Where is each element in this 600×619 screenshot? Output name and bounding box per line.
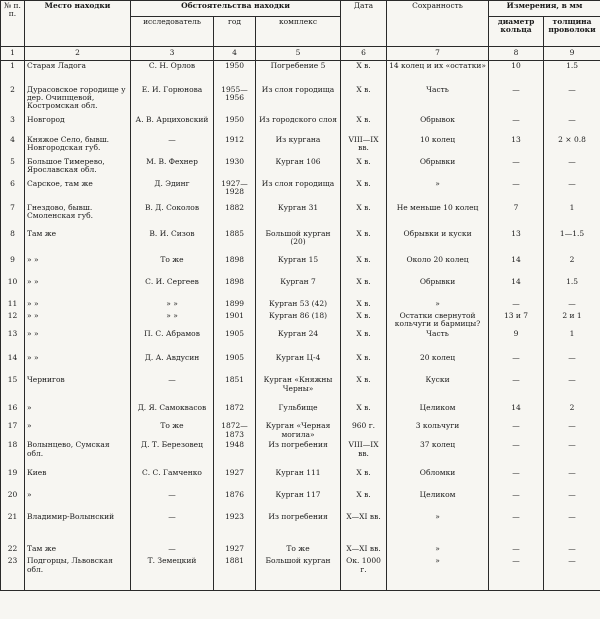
table-row	[1, 353, 600, 375]
header-complex: комплекс	[256, 17, 341, 47]
row-place: » »	[25, 329, 131, 353]
row-researcher: —	[131, 375, 214, 403]
row-number: 7	[1, 203, 25, 229]
row-number: 6	[1, 179, 25, 203]
table-row	[1, 403, 600, 421]
row-number: 23	[1, 556, 25, 590]
header-circumstances: Обстоятельства находки	[131, 1, 341, 17]
row-researcher: То же	[131, 255, 214, 277]
column-number: 2	[25, 47, 131, 61]
row-place: Княжое Село, бывш. Новгородская губ.	[25, 135, 131, 157]
column-number: 8	[489, 47, 544, 61]
row-year: 1930	[214, 157, 256, 179]
row-researcher: Т. Земецкий	[131, 556, 214, 590]
header-date: Дата	[341, 1, 387, 47]
row-date: X в.	[341, 255, 387, 277]
row-place: » »	[25, 277, 131, 299]
row-complex: Погребение 5	[256, 61, 341, 85]
table-row	[1, 375, 600, 403]
row-place: Волынцево, Сумская обл.	[25, 440, 131, 468]
row-preservation: Обломки	[387, 468, 489, 490]
header-year: год	[214, 17, 256, 47]
row-ring-diameter: 14	[489, 403, 544, 421]
row-researcher: С. С. Гамченко	[131, 468, 214, 490]
row-complex: Из кургана	[256, 135, 341, 157]
row-number: 16	[1, 403, 25, 421]
row-researcher: А. В. Арциховский	[131, 115, 214, 135]
table-row	[1, 490, 600, 512]
row-date: VIII—IX вв.	[341, 440, 387, 468]
row-ring-diameter: —	[489, 353, 544, 375]
row-researcher: С. И. Сергеев	[131, 277, 214, 299]
row-wire-thickness: 1.5	[544, 61, 600, 85]
row-wire-thickness: —	[544, 85, 600, 115]
header-preservation: Сохранность	[387, 1, 489, 47]
table-row	[1, 135, 600, 157]
row-wire-thickness: —	[544, 421, 600, 440]
header-num: № п. п.	[1, 1, 25, 47]
row-wire-thickness: —	[544, 115, 600, 135]
row-preservation: »	[387, 556, 489, 590]
row-ring-diameter: —	[489, 440, 544, 468]
row-year: 1923	[214, 512, 256, 544]
row-year: 1901	[214, 311, 256, 330]
row-date: X в.	[341, 179, 387, 203]
row-preservation: Обрывки и куски	[387, 229, 489, 255]
row-wire-thickness: —	[544, 556, 600, 590]
row-preservation: Целиком	[387, 403, 489, 421]
table-row	[1, 203, 600, 229]
row-researcher: В. Д. Соколов	[131, 203, 214, 229]
row-complex: Курган Ц-4	[256, 353, 341, 375]
row-wire-thickness: —	[544, 299, 600, 311]
row-preservation: 37 колец	[387, 440, 489, 468]
column-number: 3	[131, 47, 214, 61]
column-numbers-row	[1, 47, 600, 61]
table-row	[1, 179, 600, 203]
row-researcher: С. Н. Орлов	[131, 61, 214, 85]
row-ring-diameter: —	[489, 375, 544, 403]
row-complex: Из городского слоя	[256, 115, 341, 135]
row-date: Ок. 1000 г.	[341, 556, 387, 590]
row-year: 1876	[214, 490, 256, 512]
row-number: 12	[1, 311, 25, 330]
row-date: X в.	[341, 311, 387, 330]
row-researcher: —	[131, 512, 214, 544]
row-preservation: Обрывки	[387, 277, 489, 299]
table-row	[1, 329, 600, 353]
row-preservation: Обрывки	[387, 157, 489, 179]
row-preservation: »	[387, 179, 489, 203]
row-complex: Курган «Черная могила»	[256, 421, 341, 440]
row-year: 1882	[214, 203, 256, 229]
row-ring-diameter: —	[489, 490, 544, 512]
row-complex: Курган 111	[256, 468, 341, 490]
row-complex: Из слоя городища	[256, 85, 341, 115]
row-year: 1912	[214, 135, 256, 157]
row-complex: Курган 24	[256, 329, 341, 353]
row-preservation: Обрывок	[387, 115, 489, 135]
row-researcher: В. И. Сизов	[131, 229, 214, 255]
row-number: 11	[1, 299, 25, 311]
row-researcher: Д. А. Авдусин	[131, 353, 214, 375]
row-date: X в.	[341, 490, 387, 512]
table-row	[1, 556, 600, 590]
row-place: Новгород	[25, 115, 131, 135]
row-date: X в.	[341, 277, 387, 299]
row-researcher: —	[131, 135, 214, 157]
row-date: X в.	[341, 157, 387, 179]
row-wire-thickness: —	[544, 375, 600, 403]
row-date: X в.	[341, 468, 387, 490]
column-number: 5	[256, 47, 341, 61]
row-year: 1872—1873	[214, 421, 256, 440]
table-row	[1, 544, 600, 556]
row-wire-thickness: —	[544, 179, 600, 203]
row-preservation: Не меньше 10 колец	[387, 203, 489, 229]
row-date: X в.	[341, 115, 387, 135]
row-wire-thickness: 1	[544, 203, 600, 229]
row-place: »	[25, 421, 131, 440]
row-number: 14	[1, 353, 25, 375]
row-number: 15	[1, 375, 25, 403]
header-measurements: Измерения, в мм	[489, 1, 600, 17]
row-place: » »	[25, 353, 131, 375]
row-researcher: Д. Т. Березовец	[131, 440, 214, 468]
column-number: 1	[1, 47, 25, 61]
row-year: 1898	[214, 277, 256, 299]
row-preservation: Целиком	[387, 490, 489, 512]
row-place: Чернигов	[25, 375, 131, 403]
row-date: 960 г.	[341, 421, 387, 440]
row-preservation: Куски	[387, 375, 489, 403]
row-complex: Большой курган	[256, 556, 341, 590]
row-year: 1905	[214, 353, 256, 375]
header-place: Место находки	[25, 1, 131, 47]
table-row	[1, 468, 600, 490]
row-place: Подгорцы, Львовская обл.	[25, 556, 131, 590]
row-date: X в.	[341, 375, 387, 403]
row-wire-thickness: 1.5	[544, 277, 600, 299]
row-place: Киев	[25, 468, 131, 490]
row-researcher: То же	[131, 421, 214, 440]
row-ring-diameter: 13	[489, 229, 544, 255]
row-number: 22	[1, 544, 25, 556]
table-row	[1, 229, 600, 255]
row-preservation: 3 кольчуги	[387, 421, 489, 440]
row-ring-diameter: —	[489, 157, 544, 179]
row-date: X в.	[341, 203, 387, 229]
row-date: X в.	[341, 353, 387, 375]
row-place: Большое Тимерево, Ярославская обл.	[25, 157, 131, 179]
table-row	[1, 512, 600, 544]
table-row	[1, 115, 600, 135]
row-year: 1927	[214, 544, 256, 556]
row-number: 3	[1, 115, 25, 135]
row-place: » »	[25, 299, 131, 311]
row-preservation: »	[387, 544, 489, 556]
row-place: » »	[25, 311, 131, 330]
row-number: 1	[1, 61, 25, 85]
row-date: X в.	[341, 329, 387, 353]
row-researcher: Д. Я. Самоквасов	[131, 403, 214, 421]
row-researcher: М. В. Фехнер	[131, 157, 214, 179]
row-complex: То же	[256, 544, 341, 556]
row-date: X в.	[341, 61, 387, 85]
row-place: Владимир-Волынский	[25, 512, 131, 544]
row-researcher: » »	[131, 311, 214, 330]
row-year: 1950	[214, 61, 256, 85]
row-researcher: —	[131, 544, 214, 556]
row-researcher: П. С. Абрамов	[131, 329, 214, 353]
row-place: »	[25, 403, 131, 421]
row-ring-diameter: 13	[489, 135, 544, 157]
table-row	[1, 85, 600, 115]
row-number: 20	[1, 490, 25, 512]
row-ring-diameter: —	[489, 556, 544, 590]
table-row	[1, 299, 600, 311]
row-ring-diameter: 9	[489, 329, 544, 353]
row-researcher: Д. Эдинг	[131, 179, 214, 203]
row-year: 1927	[214, 468, 256, 490]
row-wire-thickness: 2	[544, 255, 600, 277]
row-date: X в.	[341, 85, 387, 115]
row-place: » »	[25, 255, 131, 277]
row-preservation: Часть	[387, 329, 489, 353]
column-number: 6	[341, 47, 387, 61]
row-date: X—XI вв.	[341, 544, 387, 556]
row-number: 4	[1, 135, 25, 157]
row-complex: Из погребения	[256, 512, 341, 544]
row-researcher: —	[131, 490, 214, 512]
row-wire-thickness: —	[544, 353, 600, 375]
row-ring-diameter: —	[489, 468, 544, 490]
table-row	[1, 157, 600, 179]
row-wire-thickness: —	[544, 512, 600, 544]
row-complex: Курган «Княжны Черны»	[256, 375, 341, 403]
row-wire-thickness: 2	[544, 403, 600, 421]
row-preservation: Остатки свернутой кольчуги и бармицы?	[387, 311, 489, 330]
row-ring-diameter: 10	[489, 61, 544, 85]
row-year: 1905	[214, 329, 256, 353]
column-number: 4	[214, 47, 256, 61]
row-year: 1927—1928	[214, 179, 256, 203]
row-year: 1885	[214, 229, 256, 255]
row-date: VIII—IX вв.	[341, 135, 387, 157]
table-row	[1, 311, 600, 330]
row-researcher: » »	[131, 299, 214, 311]
row-date: X в.	[341, 229, 387, 255]
row-complex: Курган 31	[256, 203, 341, 229]
row-ring-diameter: —	[489, 512, 544, 544]
row-preservation: »	[387, 299, 489, 311]
row-place: Дурасовское городище у дер. Очипщевой, Костромская обл.	[25, 85, 131, 115]
row-place: Там же	[25, 544, 131, 556]
row-ring-diameter: —	[489, 179, 544, 203]
row-preservation: 14 колец и их «остатки»	[387, 61, 489, 85]
row-complex: Курган 117	[256, 490, 341, 512]
column-number: 9	[544, 47, 600, 61]
row-year: 1948	[214, 440, 256, 468]
row-date: X—XI вв.	[341, 512, 387, 544]
row-year: 1899	[214, 299, 256, 311]
header-ring-diameter: диаметр кольца	[489, 17, 544, 47]
row-complex: Курган 7	[256, 277, 341, 299]
row-year: 1950	[214, 115, 256, 135]
row-number: 8	[1, 229, 25, 255]
row-ring-diameter: 7	[489, 203, 544, 229]
row-wire-thickness: —	[544, 468, 600, 490]
row-ring-diameter: 13 и 7	[489, 311, 544, 330]
row-preservation: 20 колец	[387, 353, 489, 375]
row-researcher: Е. И. Горюнова	[131, 85, 214, 115]
table-row	[1, 255, 600, 277]
row-wire-thickness: —	[544, 157, 600, 179]
row-wire-thickness: 2 и 1	[544, 311, 600, 330]
row-date: X в.	[341, 403, 387, 421]
header-researcher: исследователь	[131, 17, 214, 47]
row-year: 1881	[214, 556, 256, 590]
row-number: 19	[1, 468, 25, 490]
row-number: 17	[1, 421, 25, 440]
row-wire-thickness: —	[544, 440, 600, 468]
row-complex: Курган 106	[256, 157, 341, 179]
row-number: 10	[1, 277, 25, 299]
row-year: 1955—1956	[214, 85, 256, 115]
row-place: Там же	[25, 229, 131, 255]
row-wire-thickness: 1—1.5	[544, 229, 600, 255]
row-complex: Курган 53 (42)	[256, 299, 341, 311]
row-ring-diameter: —	[489, 85, 544, 115]
row-ring-diameter: —	[489, 115, 544, 135]
row-preservation: Около 20 колец	[387, 255, 489, 277]
row-place: Сарское, там же	[25, 179, 131, 203]
row-preservation: Часть	[387, 85, 489, 115]
row-complex: Из погребения	[256, 440, 341, 468]
table-row	[1, 421, 600, 440]
row-number: 2	[1, 85, 25, 115]
row-number: 21	[1, 512, 25, 544]
row-complex: Курган 15	[256, 255, 341, 277]
row-wire-thickness: —	[544, 544, 600, 556]
row-year: 1851	[214, 375, 256, 403]
row-place: Гнездово, бывш. Смоленская губ.	[25, 203, 131, 229]
row-ring-diameter: 14	[489, 277, 544, 299]
row-number: 5	[1, 157, 25, 179]
row-wire-thickness: —	[544, 490, 600, 512]
table-row	[1, 277, 600, 299]
column-number: 7	[387, 47, 489, 61]
row-date: X в.	[341, 299, 387, 311]
row-wire-thickness: 1	[544, 329, 600, 353]
row-complex: Гульбище	[256, 403, 341, 421]
row-number: 9	[1, 255, 25, 277]
row-complex: Курган 86 (18)	[256, 311, 341, 330]
table-row	[1, 440, 600, 468]
row-complex: Большой курган (20)	[256, 229, 341, 255]
row-place: »	[25, 490, 131, 512]
header-wire-thickness: толщина проволоки	[544, 17, 600, 47]
row-year: 1898	[214, 255, 256, 277]
row-number: 18	[1, 440, 25, 468]
row-ring-diameter: —	[489, 544, 544, 556]
row-place: Старая Ладога	[25, 61, 131, 85]
row-preservation: 10 колец	[387, 135, 489, 157]
row-ring-diameter: 14	[489, 255, 544, 277]
row-preservation: »	[387, 512, 489, 544]
row-ring-diameter: —	[489, 299, 544, 311]
row-complex: Из слоя городища	[256, 179, 341, 203]
table-row	[1, 61, 600, 85]
row-year: 1872	[214, 403, 256, 421]
row-ring-diameter: —	[489, 421, 544, 440]
row-number: 13	[1, 329, 25, 353]
row-wire-thickness: 2 × 0.8	[544, 135, 600, 157]
